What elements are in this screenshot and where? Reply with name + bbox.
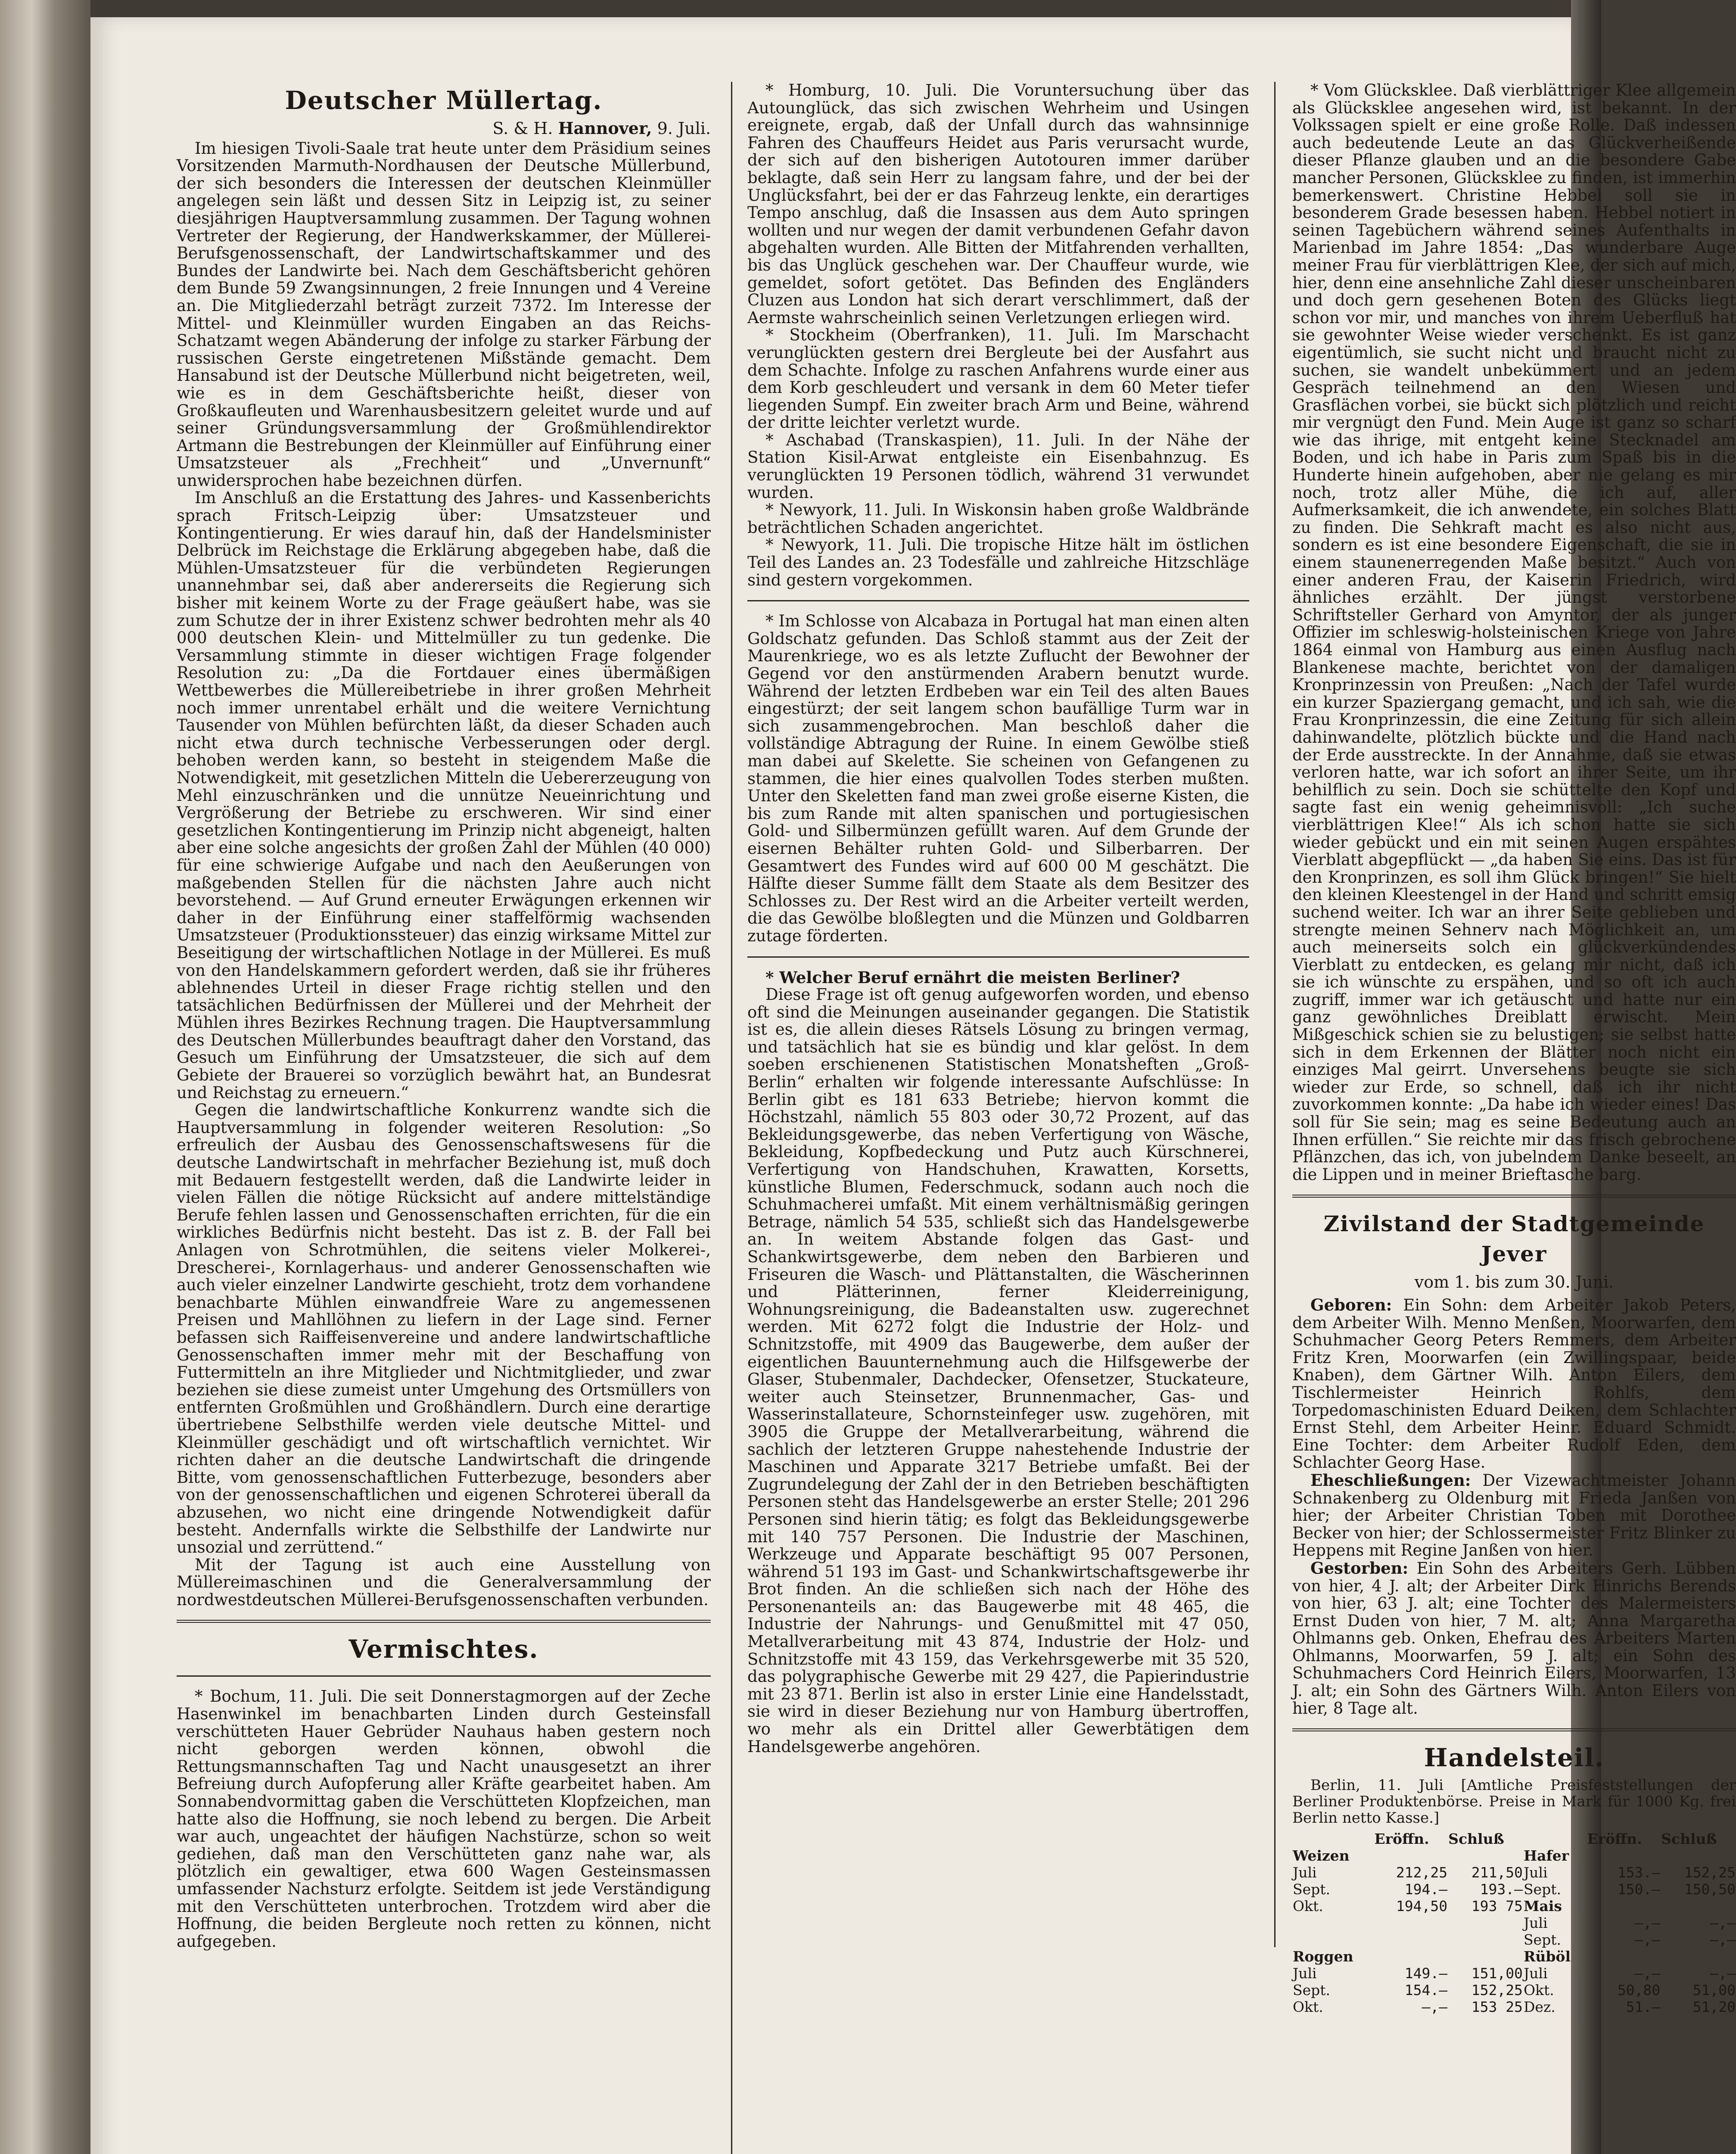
news-item-newyork-fires: * Newyork, 11. Juli. In Wiskonsin haben große Waldbrände beträchtlichen Schaden angerichtet. <box>747 501 1249 537</box>
title-underline <box>177 1675 711 1677</box>
table-cell: —,— <box>1710 1965 1736 1982</box>
table-cell: Sept. <box>1293 1881 1331 1898</box>
item-divider <box>747 956 1249 958</box>
table-cell <box>1374 1914 1448 1931</box>
table-row <box>1292 1847 1736 1864</box>
deaths-text: Ein Sohn des Arbeiters Gerh. Lübben von hier, 4 J. alt; der Arbeiter Dirk Hinrichs Berends von hier, 63 J. alt; eine Tochter des Malermeisters Ernst Duden von hier, 7 M. alt; Anna Margaretha Ohlmanns geb. Onken, Ehefrau des Arbeiters Marten Ohlmanns, Moorwarfen, 59 J. alt; ein Sohn des Schuhmachers Cord Heinrich Eilers, Moorwarfen, 13 J. alt; ein Sohn des Gärtners Wilh. Anton Eilers von hier, 8 Tage alt. <box>1292 1559 1736 1718</box>
table-row <box>1292 1948 1736 1965</box>
news-item-berliner: Diese Frage ist oft genug aufgeworfen worden, und ebenso oft sind die Meinungen auseinander gegangen. Die Statistik ist es, die allein dieses Rätsels Lösung zu bringen vermag, und tatsächlich hat sie es bündig und klar gelöst. In dem soeben erschienenen Statistischen Monatsheften „Groß-Berlin“ erhalten wir folgende interessante Aufschlüsse: In Berlin gibt es 181 633 Betriebe; hiervon kommt die Höchstzahl, nämlich 55 803 oder 30,72 Prozent, auf das Bekleidungsgewerbe, das neben Verfertigung von Wäsche, Bekleidung, Kopfbedeckung und Putz auch Kürschnerei, Verfertigung von Handschuhen, Krawatten, Korsetts, künstliche Blumen, Federschmuck, sodann auch noch die Schuhmacherei umfaßt. Mit einem verhältnismäßig geringen Betrage, nämlich 54 535, schließt sich das Handelsgewerbe an. In weitem Abstande folgen das Gast- und Schankwirtsgewerbe, dem neben den Barbieren und Friseuren die Wasch- und Plättanstalten, die Wäscherinnen und Plätterinnen, ferner Kleiderreinigung, Wohnungsreinigung, die Badeanstalten usw. zugerechnet werden. Mit 6272 folgt die Industrie der Holz- und Schnitzstoffe, mit 4909 das Baugewerbe, dem außer der eigentlichen Bauunternehmung auch die Hilfsgewerbe der Glaser, Stubenmaler, Dachdecker, Ofensetzer, Stuckateure, weiter auch Steinsetzer, Brunnenmacher, Gas- und Wasserinstallateure, Schornsteinfeger usw. zugehören, mit 3905 die Gruppe der Metallverarbeitung, während die sachlich der letzteren Gruppe nahestehende Industrie der Maschinen und Apparate 3217 Betriebe umfaßt. Bei der Zugrundelegung der Zahl der in den Betrieben beschäftigten Personen steht das Handelsgewerbe an erster Stelle; 201 296 Personen sind hierin tätig; es folgt das Bekleidungsgewerbe mit 140 757 Personen. Die Industrie der Maschinen, Werkzeuge und Apparate beschäftigt 95 007 Personen, während 51 193 im Gast- und Schankwirtschaftsgewerbe ihr Brot finden. An die schließen sich nach der Höhe des Personenanteils an: das Baugewerbe mit 48 465, die Industrie der Nahrungs- und Genußmittel mit 47 050, Metallverarbeitung mit 43 874, Industrie der Holz- und Schnitzstoffe mit 43 159, das Verkehrsgewerbe mit 35 520, das polygraphische Gewerbe mit 29 427, die Papierindustrie mit 23 871. Berlin ist also in erster Linie eine Handelsstadt, sie wird in dieser Beziehung nur von Hamburg übertroffen, wo mehr als ein Drittel aller Gewerbtätigen dem Handelsgewerbe angehören. <box>747 985 1249 1756</box>
section-title-handelsteil: Handelsteil. <box>1424 1743 1605 1773</box>
paragraph: Gegen die landwirtschaftliche Konkurrenz wandte sich die Hauptversammlung in folgender weiteren Resolution: „So erfreulich der Ausbau des Genossenschaftswesens für die deutsche Landwirtschaft in mehrfacher Beziehung ist, muß doch mit Bedauern festgestellt werden, daß die Landwirte leider in vielen Fällen die nötige Rücksicht auf andere mittelständige Berufe fehlen lassen und Genossenschaften errichten, für die ein wirkliches Bedürfnis nicht besteht. Das ist z. B. der Fall bei Anlagen von Schrotmühlen, die seitens vieler Molkerei-, Drescherei-, Kornlagerhaus- und anderer Genossenschaften wie auch vieler einzelner Landwirte geschieht, trotz dem vorhandene benachbarte Mühlen einwandfreie Ware zu angemessenen Preisen und Mahllöhnen zu liefern in der Lage sind. Ferner befassen sich Raiffeisenvereine und andere landwirtschaftliche Genossenschaften immer mehr mit der Beschaffung von Futtermitteln an ihre Mitglieder und Nichtmitglieder, und zwar beziehen sie diese zumeist unter Umgehung des Ortsmüllers von entfernten Großmühlen und Großhändlern. Durch eine derartige übertriebene Selbsthilfe werden viele deutsche Mittel- und Kleinmüller geschädigt und oft wirtschaftlich vernichtet. Wir richten daher an die deutsche Landwirtschaft die dringende Bitte, vom genossenschaftlichen Futterbezuge, besonders aber von der genossenschaftlichen und eigenen Schroterei überall da abzusehen, wo nicht eine dringende Notwendigkeit dafür besteht. Andernfalls wirkte die Selbsthilfe der Landwirte nur unsozial und zerrüttend.“ <box>177 1101 711 1557</box>
table-cell: 151,00 <box>1471 1965 1523 1982</box>
table-cell <box>1448 1914 1523 1931</box>
table-cell: 152,25 <box>1684 1864 1736 1881</box>
table-cell: Sept. <box>1293 1982 1331 1999</box>
table-cell: —,— <box>1710 1931 1736 1949</box>
market-intro: Berlin, 11. Juli [Amtliche Preisfeststellungen der Berliner Produktenbörse. Preise in Mark für 1000 Kg. frei Berlin netto Kasse.] <box>1292 1777 1736 1827</box>
table-cell: Rüböl <box>1523 1948 1571 1965</box>
table-cell: —,— <box>1634 1914 1661 1932</box>
news-item-goldschatz: * Im Schlosse von Alcabaza in Portugal hat man einen alten Goldschatz gefunden. Das Schloß stammt aus der Zeit der Maurenkriege, wo es als letzte Zuflucht der Bewohner der Gegend vor den anstürmenden Arabern benutzt wurde. Während der letzten Erdbeben war ein Teil des alten Baues eingestürzt; der seit langem schon baufällige Turm war in sich zusammengebrochen. Man beschloß daher die vollständige Abtragung der Ruine. In einem Gewölbe stieß man dabei auf Skelette. Sie scheinen von Gefangenen zu stammen, die hier eines qualvollen Todes sterben mußten. Unter den Skeletten fand man zwei große eiserne Kisten, die bis zum Rande mit alten spanischen und portugiesischen Gold- und Silbermünzen gefüllt waren. Auf dem Grunde der eisernen Behälter ruhten Gold- und Silberbarren. Der Gesamtwert des Fundes wird auf 600 00 M geschätzt. Die Hälfte dieser Summe fällt dem Staate als dem Besitzer des Schlosses zu. Der Rest wird an die Arbeiter verteilt werden, die das Gewölbe bloßlegten und die Münzen und Goldbarren zutage förderten. <box>747 612 1249 945</box>
table-cell <box>1587 1898 1661 1914</box>
table-cell: 50,80 <box>1617 1982 1661 1999</box>
table-cell: Okt. <box>1293 1998 1323 2016</box>
dateline-place: Hannover, <box>558 118 652 138</box>
table-header-row <box>1292 1830 1736 1847</box>
table-cell <box>1661 1898 1736 1914</box>
table-row <box>1292 1965 1736 1982</box>
marriages-label: Eheschließungen: <box>1310 1470 1471 1490</box>
paragraph: Im hiesigen Tivoli-Saale trat heute unter dem Präsidium seines Vorsitzenden Marmuth-Nordhausen der Deutsche Müllerbund, der sich besonders die Interessen der deutschen Kleinmüller angelegen sein läßt und dessen Sitz in Leipzig ist, zu seiner diesjährigen Hauptversammlung zusammen. Der Tagung wohnen Vertreter der Regierung, der Handwerkskammer, der Müllerei-Berufsgenossenschaft, der Landwirtschaftskammer und des Bundes der Landwirte bei. Nach dem Geschäftsbericht gehören dem Bunde 59 Zwangsinnungen, 2 freie Innungen und 4 Vereine an. Die Mitgliederzahl beträgt zurzeit 7372. Im Interesse der Mittel- und Kleinmüller wurden Eingaben an das Reichs-Schatzamt wegen Abänderung der infolge zu starker Färbung der russischen Gerste eingetretenen Mißstände gemacht. Dem Hansabund ist der Deutsche Müllerbund nicht beigetreten, weil, wie es in dem Geschäftsberichte heißt, dieser von Großkaufleuten und Warenhausbesitzern geleitet wurde und auf seiner Gründungsversammlung der Großmühlendirektor Artmann die Bestrebungen der Kleinmüller auf Einführung einer Umsatzsteuer als „Frechheit“ und „Unvernunft“ unwidersprochen habe bezeichnen dürfen. <box>177 139 711 490</box>
table-cell <box>1448 1948 1523 1965</box>
table-cell <box>1374 1948 1448 1965</box>
table-row <box>1292 1982 1736 1998</box>
table-cell: Juli <box>1523 1864 1548 1881</box>
dateline-date: 9. Juli. <box>657 119 711 138</box>
table-body <box>1292 1847 1736 2015</box>
book-binding <box>0 0 90 2154</box>
table-cell <box>1292 1931 1374 1948</box>
section-divider <box>1292 1728 1736 1731</box>
section-divider <box>1292 1195 1736 1198</box>
table-cell: 51,20 <box>1692 1998 1736 2016</box>
table-cell <box>1661 1847 1736 1864</box>
table-cell: 212,25 <box>1396 1864 1448 1881</box>
table-cell <box>1374 1847 1448 1864</box>
newspaper-page <box>90 17 1736 2154</box>
table-cell: 194.— <box>1404 1881 1448 1898</box>
table-cell: Weizen <box>1293 1847 1350 1865</box>
table-cell: Juli <box>1293 1864 1317 1881</box>
table-cell: 51.— <box>1626 1998 1661 2016</box>
column-rule-2 <box>1274 82 1276 1947</box>
table-cell: —,— <box>1422 1998 1448 2016</box>
table-cell: Hafer <box>1523 1847 1569 1865</box>
news-item-homburg: * Homburg, 10. Juli. Die Voruntersuchung über das Autounglück, das sich zwischen Wehrheim und Usingen ereignete, ergab, daß der Unfall durch das wahnsinnige Fahren des Chauffeurs Heidet aus Paris verursacht wurde, der sich auf den bisherigen Autotouren immer darüber beklagte, daß sein Herr zu langsam fahre, und der bei der Unglücksfahrt, bei der er das Fahrzeug lenkte, ein derartiges Tempo anschlug, daß die Insassen aus dem Auto springen wollten und nur wegen der damit verbundenen Gefahr davon abgehalten wurden. Alle Bitten der Mitfahrenden verhallten, bis das Unglück geschehen war. Der Chauffeur wurde, wie gemeldet, sofort getötet. Das Befinden des Engländers Cluzen aus London hat sich derart verschlimmert, daß der Aermste wahrscheinlich seinen Verletzungen erliegen wird. <box>747 81 1249 327</box>
table-cell: 51,00 <box>1692 1982 1736 1999</box>
article-title: Deutscher Müllertag. <box>285 86 603 115</box>
table-cell <box>1448 1931 1523 1948</box>
zivilstand-period: vom 1. bis zum 30. Juni. <box>1414 1273 1614 1292</box>
market-price-table <box>1292 1830 1736 2015</box>
column-header: Schluß <box>1661 1830 1717 1848</box>
table-cell: Okt. <box>1523 1982 1554 1999</box>
column-3 <box>1292 81 1736 2016</box>
table-cell <box>1374 1931 1448 1948</box>
zivilstand-births <box>1292 1296 1736 1472</box>
table-row <box>1292 1998 1736 2015</box>
births-text: Ein Sohn: dem Arbeiter Jakob Peters, dem Arbeiter Wilh. Menno Menßen, Moorwarfen, dem Schuhmacher Georg Peters Remmers, dem Arbeiter Fritz Kren, Moorwarfen (ein Zwillingspaar, beide Knaben), dem Gärtner Wilh. Anton Eilers, dem Tischlermeister Heinrich Rohlfs, dem Torpedomaschinisten Eduard Deiken, dem Schlachter Ernst Stehl, dem Arbeiter Heinr. Eduard Schmidt. Eine Tochter: dem Arbeiter Rudolf Eden, dem Schlachter Georg Hase. <box>1292 1296 1736 1472</box>
zivilstand-deaths <box>1292 1559 1736 1717</box>
table-cell: —,— <box>1634 1965 1661 1982</box>
paragraph: Mit der Tagung ist auch eine Ausstellung von Müllereimaschinen und die Generalversammlung der nordwestdeutschen Müllerei-Berufsgenossenschaften verbunden. <box>177 1555 711 1609</box>
section-title-zivilstand: Zivilstand der Stadtgemeinde Jever <box>1323 1211 1705 1267</box>
table-cell <box>1292 1914 1374 1931</box>
table-cell: —,— <box>1710 1914 1736 1932</box>
news-item-newyork-heat: * Newyork, 11. Juli. Die tropische Hitze hält im östlichen Teil des Landes an. 23 Todesfälle und zahlreiche Hitzschläge sind gestern vorgekommen. <box>747 535 1249 589</box>
table-cell: Juli <box>1293 1965 1317 1982</box>
paragraph: Im Anschluß an die Erstattung des Jahres- und Kassenberichts sprach Fritsch-Leipzig über: Umsatzsteuer und Kontingentierung. Er wies darauf hin, daß der Handelsminister Delbrück im Reichstage die Erklärung abgegeben habe, daß die Mühlen-Umsatzsteuer für die verbündeten Regierungen unannehmbar sei, daß aber andererseits die Regierung sich bisher mit keinem Worte zu der Frage geäußert habe, was sie zum Schutze der in ihrer Existenz schwer bedrohten mehr als 40 000 deutschen Klein- und Mittelmüller zu tun gedenke. Die Versammlung stimmte in dieser wichtigen Frage folgender Resolution zu: „Da die Fortdauer eines übermäßigen Wettbewerbes die Müllereibetriebe in ihrer großen Mehrheit noch immer unrentabel erhält und die weitere Vernichtung Tausender von Mühlen befürchten läßt, da dieser Schaden auch nicht etwa durch technische Verbesserungen oder dergl. behoben werden kann, so besteht in steigendem Maße die Notwendigkeit, mit gesetzlichen Mitteln die Uebererzeugung von Mehl einzuschränken und die unnütze Neueinrichtung und Vergrößerung der Betriebe zu erschweren. Wir sind einer gesetzlichen Kontingentierung im Prinzip nicht abgeneigt, halten aber eine solche angesichts der großen Zahl der Mühlen (40 000) für eine schwierige Aufgabe und nach den Aeußerungen von maßgebenden Stellen für die nächsten Jahre auch nicht bevorstehend. — Auf Grund erneuter Erwägungen erkennen wir daher in der Einführung einer staffelförmig wachsenden Umsatzsteuer (Produktionssteuer) das einzig wirksame Mittel zur Beseitigung der wirtschaftlichen Notlage in der Müllerei. Es muß von den Handelskammern gefordert werden, daß sie ihr früheres ablehnendes Urteil in dieser Frage richtig stellen und den tatsächlichen Bedürfnissen der Müllerei und der Mehrheit der Mühlen ihres Bezirkes Rechnung tragen. Die Hauptversammlung des Deutschen Müllerbundes beauftragt daher den Vorstand, das Gesuch um Einführung der Umsatzsteuer, die sich auf dem Gebiete der Brauerei so vorzüglich bewährt hat, an Bundesrat und Reichstag zu erneuern.“ <box>177 489 711 1102</box>
table-cell: Sept. <box>1523 1931 1561 1949</box>
table-cell: Juli <box>1523 1965 1548 1982</box>
source-tag: S. & H. <box>492 119 553 138</box>
marriages-text: Der Vizewachtmeister Johann Schnakenberg zu Oldenburg mit Frieda Janßen von hier; der Arbeiter Christian Toben mit Dorothee Becker von hier; der Schlossermeister Fritz Blinker zu Heppens mit Regine Janßen von hier. <box>1292 1471 1736 1560</box>
deaths-label: Gestorben: <box>1310 1558 1409 1578</box>
table-row <box>1292 1881 1736 1898</box>
table-cell: 150,50 <box>1684 1881 1736 1898</box>
column-header <box>1523 1830 1587 1847</box>
news-item-aschabad: * Aschabad (Transkaspien), 11. Juli. In der Nähe der Station Kisil-Arwat entgleiste ein Eisenbahnzug. Es verunglückten 19 Personen tödlich, während 31 verwundet wurden. <box>747 430 1249 502</box>
item-heading-berliner: * Welcher Beruf ernährt die meisten Berliner? <box>765 968 1180 987</box>
table-cell: Juli <box>1523 1914 1548 1932</box>
table-cell <box>1587 1847 1661 1864</box>
column-header <box>1292 1830 1374 1847</box>
table-cell: 194,50 <box>1396 1898 1448 1915</box>
dateline <box>177 120 711 137</box>
column-header: Schluß <box>1448 1830 1504 1848</box>
table-cell: 153.— <box>1617 1864 1661 1881</box>
table-cell: Dez. <box>1523 1998 1556 2016</box>
column-rule-1 <box>731 82 732 2154</box>
table-cell: Mais <box>1523 1898 1562 1915</box>
table-cell <box>1661 1948 1736 1965</box>
table-cell: 154.— <box>1404 1982 1448 1999</box>
column-header: Eröffn. <box>1374 1830 1429 1848</box>
table-cell: 153 25 <box>1471 1998 1523 2016</box>
table-cell <box>1587 1948 1661 1965</box>
section-divider <box>177 1620 711 1623</box>
news-item-gluecksklee: * Vom Glücksklee. Daß vierblättriger Klee allgemein als Glücksklee angesehen wird, ist bekannt. In der Volkssagen spielt er eine große Rolle. Daß indessen auch bedeutende Leute an das Glückverheißende dieser Pflanze glauben und an die besondere Gabe mancher Personen, Glücksklee zu finden, ist immerhin bemerkenswert. Christine Hebbel soll sie in besonderem Grade besessen haben. Hebbel notiert in seinen Tagebüchern während seines Aufenthalts in Marienbad im Jahre 1854: „Das wunderbare Auge meiner Frau für vierblättrigen Klee, der sich auf mich, hier, denn eine ansehnliche Zahl dieser unscheinbaren und doch gern gesehenen Boten des Glücks liegt schon vor mir, und manches von ihrem Ueberfluß hat sie gewohnter Weise wieder verschenkt. Es ist ganz eigentümlich, sie sucht nicht und braucht nicht zu suchen, sie wandelt unbekümmert und an jedem Gespräch teilnehmend an den Wiesen und Grasflächen vorbei, sie bückt sich plötzlich und reicht mir vergnügt den Fund. Mein Auge ist ganz so scharf wie das ihrige, mit entgeht keine Stecknadel am Boden, und ich habe in Paris zum Spaß bis in die Hunderte hinein aufgehoben, aber nie gelang es mir noch, trotz aller Mühe, die ich auf, aller Aufmerksamkeit, die ich anwendete, ein solches Blatt zu finden. Die Sehkraft macht es also nicht aus, sondern es ist eine besondere Eigenschaft, die sie in einem staunenerregenden Maße besitzt.“ Auch von einer anderen Frau, der Kaiserin Friedrich, wird ähnliches erzählt. Der jüngst verstorbene Schriftsteller Gerhard von Amyntor, der als junger Offizier im schleswig-holsteinischen Kriege von Jahre 1864 einmal von Hamburg aus einen Ausflug nach Blankenese machte, berichtet von der damaligen Kronprinzessin von Preußen: „Nach der Tafel wurde ein kurzer Spaziergang gemacht, und ich sah, wie die Frau Kronprinzessin, die eine Zeitung für sich allein dahinwandelte, plötzlich bückte und die Hand nach der Erde ausstreckte. In der Annahme, daß sie etwas verloren hatte, war ich sofort an ihrer Seite, um ihr behilflich zu sein. Doch sie schüttelte den Kopf und sagte fast ein wenig geheimnisvoll: „Ich suche vierblättrigen Klee!“ Als ich schon hatte sie sich wieder gebückt und ein mit seinen Augen erspähtes Vierblatt abgepflückt — „da haben Sie eins. Das ist für den Kronprinzen, es soll ihm Glück bringen!“ Sie hielt den kleinen Kleestengel in der Hand und schritt emsig suchend weiter. Ich war an ihrer Seite geblieben und strengte meinen Sehnerv nach Möglichkeit an, um auch meinerseits solch ein glückverkündendes Vierblatt zu entdecken, es gelang mir nicht, daß ich sie ich wünschte zu erspähen, und so oft ich auch zugriff, immer war ich getäuscht und hatte nur ein ganz gewöhnliches Dreiblatt erwischt. Mein Mißgeschick schien sie zu belustigen; sie selbst hatte sich in dem Erkennen der Blätter noch nicht ein einziges Mal geirrt. Unversehens beugte sie sich wieder zur Erde, so schnell, daß ich ihr nicht zuvorkommen konnte: „Da habe ich wieder eines! Das soll für Sie sein; mag es seine Bedeutung auch an Ihnen erfüllen.“ Sie reichte mir das frisch gebrochene Pflänzchen, das ich, von jubelndem Danke beseelt, an die Lippen und in meiner Brieftasche barg. <box>1292 81 1736 1184</box>
table-cell <box>1448 1847 1523 1864</box>
births-label: Geboren: <box>1310 1295 1392 1314</box>
table-row <box>1292 1914 1736 1931</box>
table-cell: —,— <box>1634 1931 1661 1949</box>
column-header: Eröffn. <box>1587 1830 1642 1848</box>
zivilstand-marriages <box>1292 1472 1736 1559</box>
table-row <box>1292 1931 1736 1948</box>
column-1 <box>177 82 711 2008</box>
table-cell: Roggen <box>1293 1948 1353 1965</box>
news-item-stockheim: * Stockheim (Oberfranken), 11. Juli. Im Marschacht verunglückten gestern drei Bergleute bei der Ausfahrt aus dem Schachte. Infolge zu raschen Anfahrens wurde einer aus dem Korb geschleudert und versank in dem 60 Meter tiefer liegenden Sumpf. Ein zweiter brach Arm und Beine, während der dritte leichter verletzt wurde. <box>747 326 1249 432</box>
table-cell: 152,25 <box>1471 1982 1523 1999</box>
table-row <box>1292 1898 1736 1914</box>
column-2 <box>747 82 1249 2154</box>
section-title-vermischtes: Vermischtes. <box>348 1634 539 1664</box>
table-cell: Sept. <box>1523 1881 1561 1898</box>
table-cell: 150.— <box>1617 1881 1661 1898</box>
table-cell: 193 75 <box>1471 1898 1523 1915</box>
table-cell: 193.— <box>1480 1881 1523 1898</box>
table-row <box>1292 1864 1736 1881</box>
news-item-bochum: * Bochum, 11. Juli. Die seit Donnerstagmorgen auf der Zeche Hasenwinkel im benachbarten Linden durch Gesteinsfall verschütteten Hauer Gebrüder Nauhaus haben gestern noch nicht geborgen werden können, obwohl die Rettungsmannschaften Tag und Nacht unausgesetzt an ihrer Befreiung durch Aufopferung aller Kräfte gearbeitet haben. Am Sonnabendvormittag gaben die Verschütteten Klopfzeichen, man hatte also die Hoffnung, sie noch lebend zu bergen. Die Arbeit war auch, ungeachtet der häufigen Nachstürze, schon so weit gediehen, daß man den Verschütteten ganz nahe war, als plötzlich ein gewaltiger, etwa 600 Wagen Gesteinsmassen umfassender Nachsturz erfolgte. Seitdem ist jede Verständigung mit den Verschütteten unterbrochen. Trotzdem wird aber die Hoffnung, die beiden Bergleute noch retten zu können, nicht aufgegeben. <box>177 1687 711 1951</box>
item-divider <box>747 600 1249 601</box>
table-cell: 211,50 <box>1471 1864 1523 1881</box>
table-cell: 149.— <box>1404 1965 1448 1982</box>
table-cell: Okt. <box>1293 1898 1323 1915</box>
